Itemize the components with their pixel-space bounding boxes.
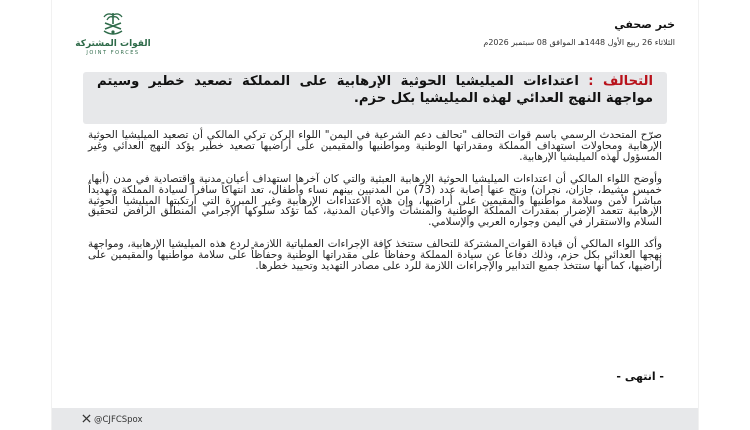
logo-arabic-name: القوات المشتركة	[75, 39, 151, 49]
social-handle[interactable]	[82, 414, 143, 425]
x-logo-icon	[82, 414, 91, 423]
paragraph-1: صرّح المتحدث الرسمي باسم قوات التحالف "تحالف دعم الشرعية في اليمن" اللواء الركن تركي المالكي أن تصعيد الميليشيا الحوثية الإرهابية ومحاولات استهداف المملكة ومقدراتها الوطنية ومواطنيها والمقيمين على أراضيها تصعيد خطير يؤكد النهج العدائي وغير المسؤول لهذه الميليشيا الإرهابية.	[88, 129, 662, 163]
release-date: الثلاثاء 26 ربيع الأول 1448هـ الموافق 08 سبتمبر 2026م	[483, 38, 675, 47]
article-body	[88, 130, 662, 283]
closing-mark: - انتهى -	[616, 370, 664, 383]
social-handle-text: @CJFCSpox	[94, 415, 143, 425]
logo-english-name: JOINT FORCES	[86, 50, 140, 56]
paragraph-2: وأوضح اللواء المالكي أن اعتداءات الميليشيا الحوثية الإرهابية العبثية والتي كان آخرها استهداف أعيان مدنية واقتصادية في مدن (أبها، خميس مشيط، جازان، نجران) ونتج عنها إصابة عدد (73) من المدنيين بينهم نساء وأطفال، تعد انتهاكاً سافراً لسيادة المملكة وتهديداً مباشراً لأمن وسلامة مواطنيها والمقيمين على أراضيها، وإن هذه الاعتداءات الإرهابية وغير المبررة التي ارتكبتها الميليشيا الحوثية الإرهابية تتعمد الإضرار بمقدرات المملكة الوطنية والمنشآت والأعيان المدنية، كما تؤكد سلوكها الإجرامي المنطلق الرافض لتحقيق السلام والاستقرار في اليمن وجواره العربي والإسلامي.	[88, 172, 662, 229]
press-release-page	[52, 0, 698, 430]
joint-forces-logo	[74, 10, 152, 56]
headline-tag: التحالف :	[588, 74, 653, 89]
footer-bar	[52, 408, 698, 430]
headline-box	[83, 72, 667, 124]
palm-swords-emblem-icon	[99, 10, 127, 38]
press-release-label: خبر صحفي	[614, 18, 675, 31]
headline-text: اعتداءات الميليشيا الحوثية الإرهابية على المملكة تصعيد خطير وسيتم مواجهة النهج العدائي لهذه الميليشيا بكل حزم.	[97, 74, 653, 106]
paragraph-3: وأكد اللواء المالكي أن قيادة القوات المشتركة للتحالف ستتخذ كافة الإجراءات العملياتية اللازمة لردع هذه الميليشيا الإرهابية، ومواجهة نهجها العدائي بكل حزم، وذلك دفاعاً عن سيادة المملكة وحفاظاً على مقدراتها الوطنية وحفاظاً على سلامة مواطنيها والمقيمين على أراضيها، كما أنها ستتخذ جميع التدابير والإجراءات اللازمة للرد على مصادر التهديد وتحييد خطرها.	[88, 238, 662, 273]
